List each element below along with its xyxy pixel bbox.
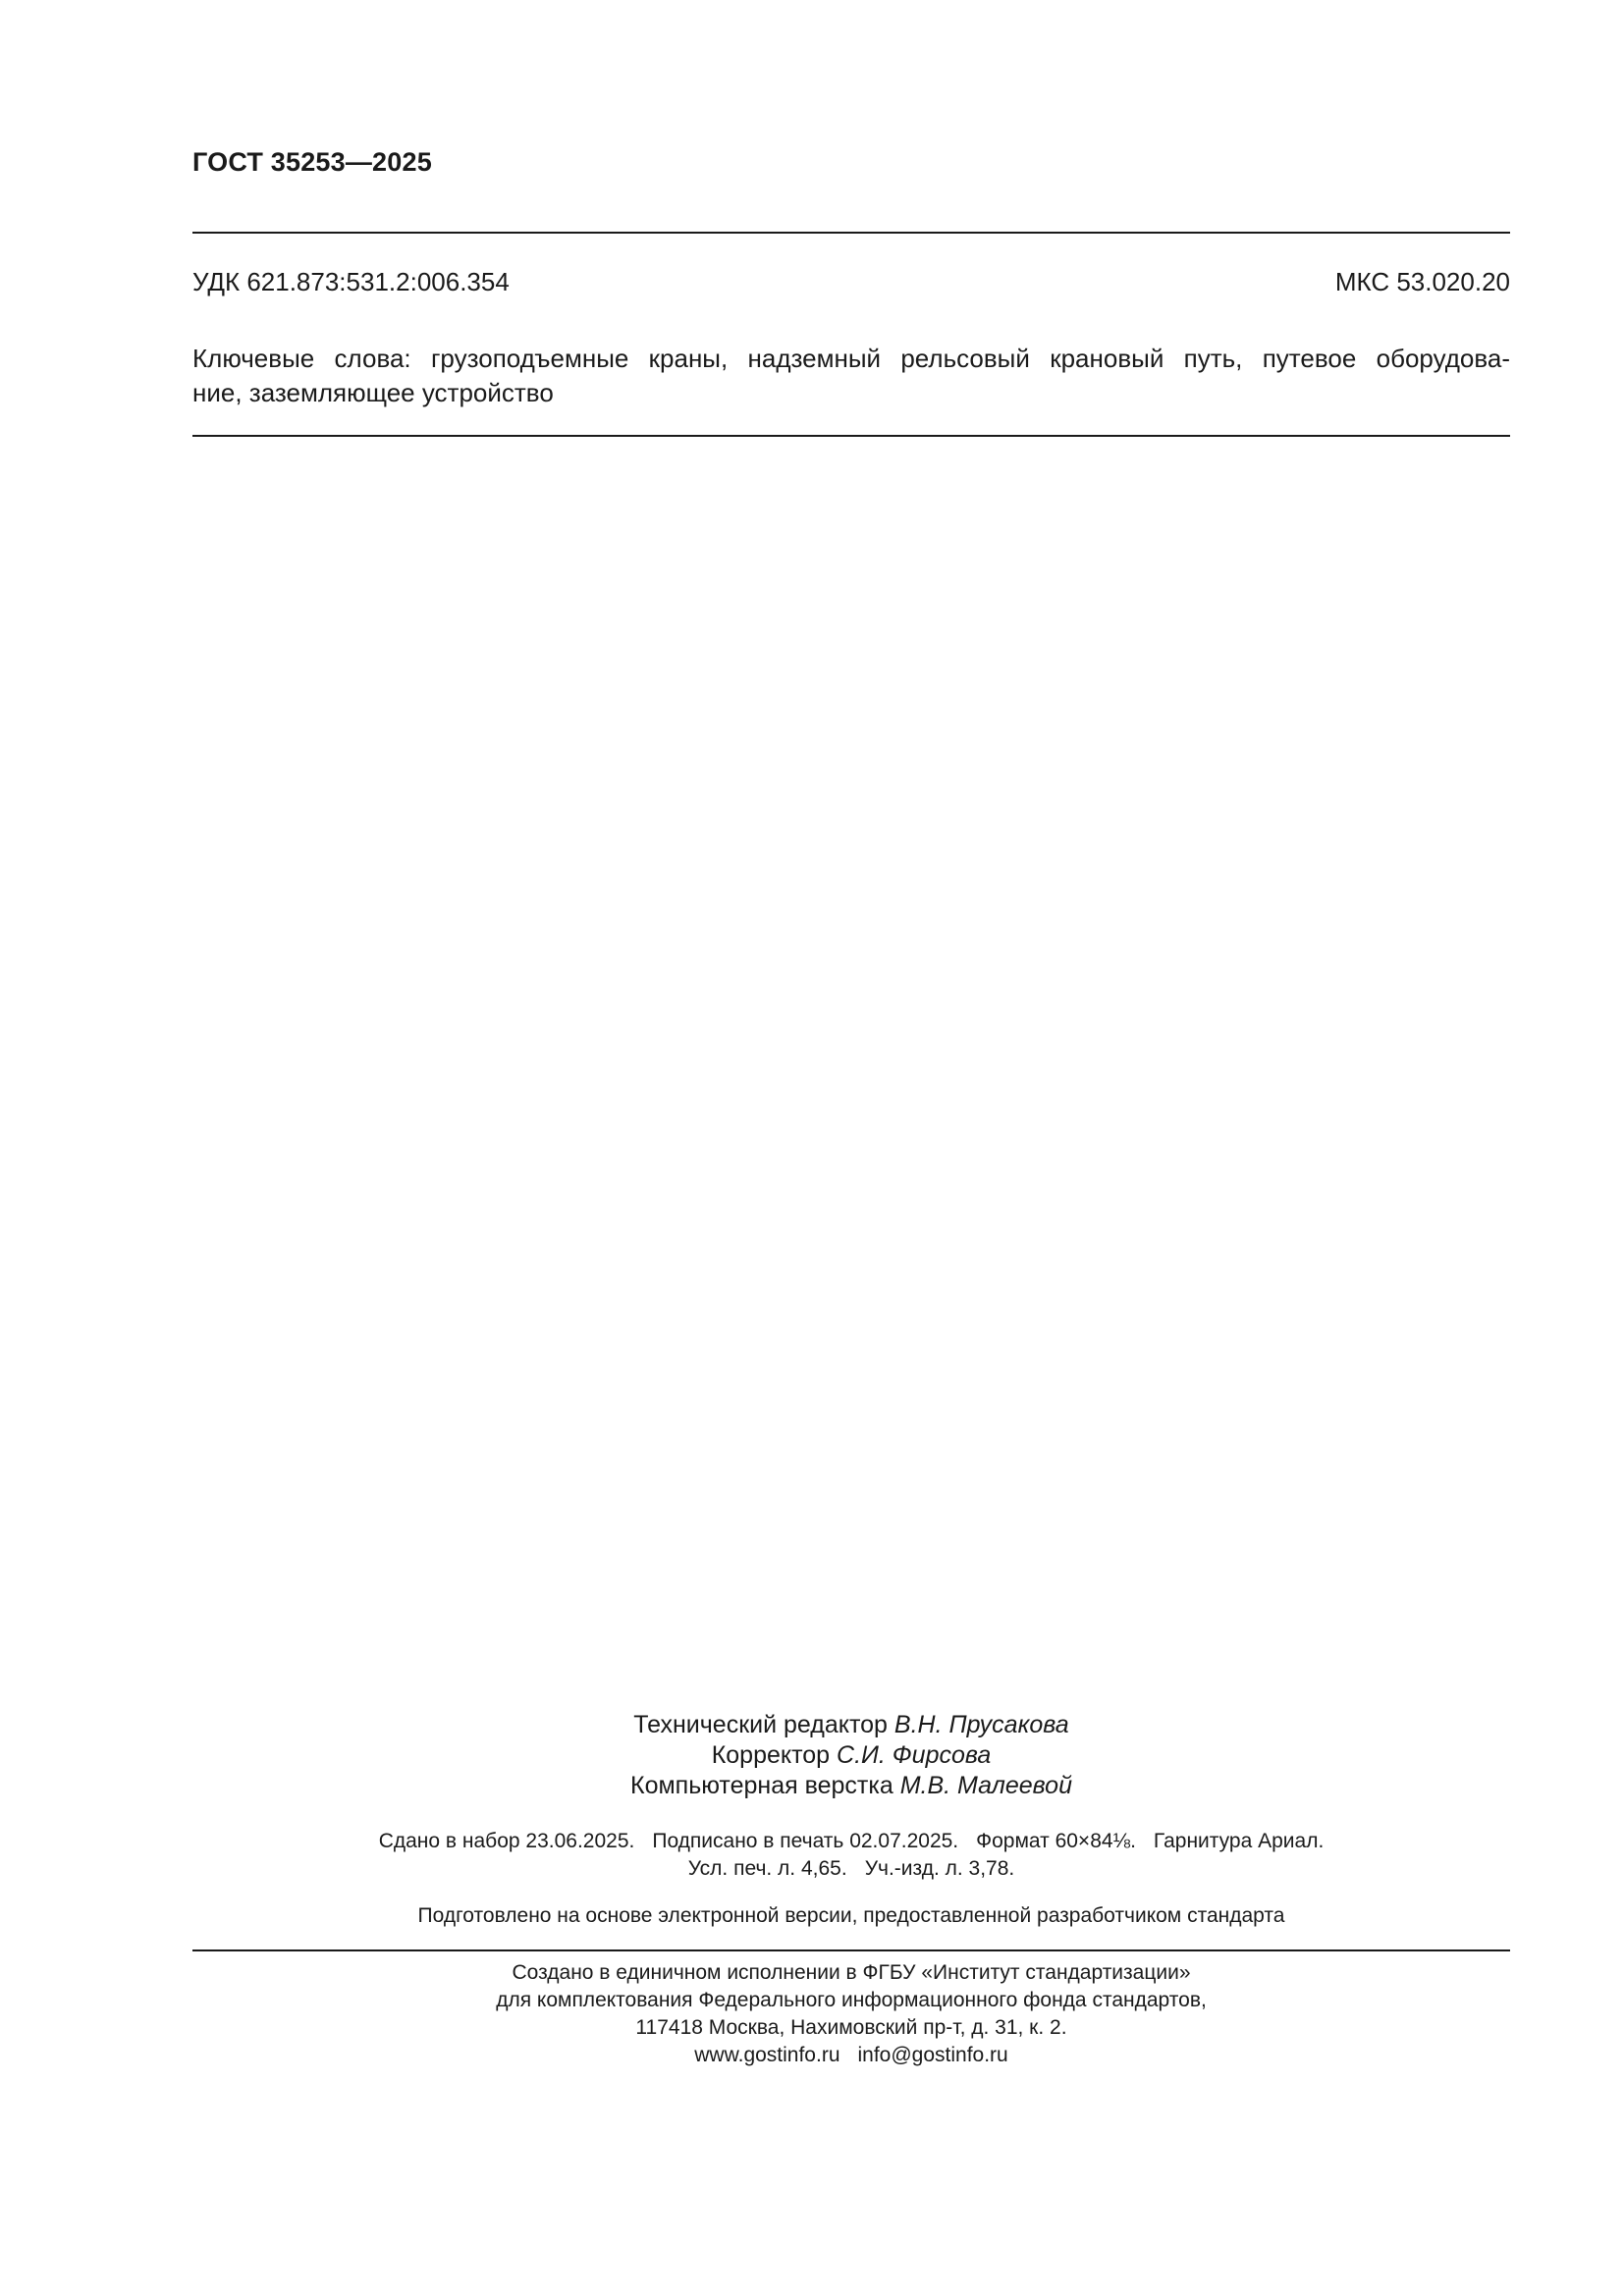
udk-code: УДК 621.873:531.2:006.354	[192, 267, 510, 296]
standard-id-header: ГОСТ 35253—2025	[192, 147, 432, 177]
publisher-line-2: для комплектования Федерального информационного фонда стандартов,	[496, 1989, 1207, 2011]
print-sheets: Усл. печ. л. 4,65.	[687, 1857, 847, 1880]
tech-editor-label: Технический редактор	[633, 1711, 888, 1738]
corrector-name: С.И. Фирсова	[837, 1741, 992, 1769]
corrector-label: Корректор	[711, 1741, 831, 1769]
layout-label: Компьютерная верстка	[630, 1772, 893, 1799]
publisher-contacts	[192, 2042, 1510, 2069]
tech-editor-name: В.Н. Прусакова	[893, 1711, 1069, 1738]
mks-code: МКС 53.020.20	[1334, 267, 1510, 296]
keywords-block	[192, 342, 1510, 410]
prepared-note: Подготовлено на основе электронной версии, предоставленной разработчиком стандарта	[417, 1904, 1285, 1927]
paper-format: Формат 60×84⅛.	[976, 1830, 1136, 1852]
keywords-divider	[192, 435, 1510, 437]
publisher-address: 117418 Москва, Нахимовский пр-т, д. 31, к. 2.	[635, 2016, 1067, 2039]
print-info-line-1	[192, 1828, 1510, 1855]
website-link[interactable]: www.gostinfo.ru	[694, 2044, 840, 2066]
layout-name: М.В. Малеевой	[899, 1772, 1072, 1799]
publ-sheets: Уч.-изд. л. 3,78.	[864, 1857, 1015, 1880]
credits-block	[192, 1710, 1510, 1801]
publisher-divider	[192, 1949, 1510, 1951]
top-divider	[192, 232, 1510, 234]
tech-editor-line	[192, 1710, 1510, 1740]
submitted-date: Сдано в набор 23.06.2025.	[378, 1830, 635, 1852]
keywords-line-1: Ключевые слова: грузоподъемные краны, надземный рельсовый крановый путь, путевое оборудова-	[192, 344, 1510, 373]
publisher-block	[192, 1959, 1510, 2069]
print-info-block	[192, 1828, 1510, 1883]
corrector-line	[192, 1740, 1510, 1771]
print-info-line-2	[192, 1855, 1510, 1883]
typeface: Гарнитура Ариал.	[1153, 1830, 1325, 1852]
publisher-line-1: Создано в единичном исполнении в ФГБУ «Институт стандартизации»	[512, 1961, 1191, 1984]
layout-line	[192, 1771, 1510, 1801]
keywords-line-2: ние, заземляющее устройство	[192, 378, 554, 407]
email-link[interactable]: info@gostinfo.ru	[857, 2044, 1008, 2066]
signed-date: Подписано в печать 02.07.2025.	[652, 1830, 959, 1852]
